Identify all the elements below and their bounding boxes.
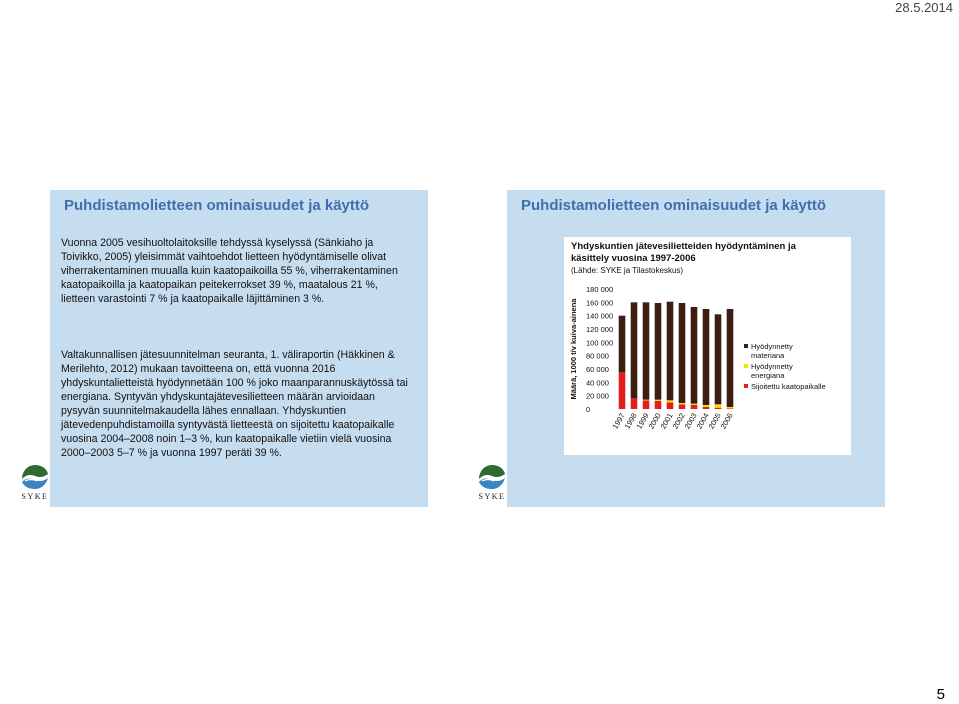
logo-text: SYKE <box>21 492 49 501</box>
bar-hy-dynnetty-materiana <box>703 309 710 405</box>
bar-sijoitettu-kaatopaikalle <box>727 408 734 409</box>
bar-sijoitettu-kaatopaikalle <box>679 404 686 409</box>
bar-sijoitettu-kaatopaikalle <box>643 400 650 409</box>
chart-source: (Lähde: SYKE ja Tilastokeskus) <box>571 266 684 275</box>
x-tick-label: 2004 <box>694 411 711 431</box>
legend-label: materiana <box>751 351 785 360</box>
syke-logo <box>473 462 511 502</box>
bar-hy-dynnetty-energiana <box>703 405 710 407</box>
page-number: 5 <box>936 686 945 703</box>
legend-label: Hyödynnetty <box>751 362 793 371</box>
y-axis-label: Määrä, 1000 t/v kuiva-ainena <box>569 298 578 400</box>
logo-text: SYKE <box>478 492 506 501</box>
bar-hy-dynnetty-energiana <box>715 404 722 407</box>
x-tick-label: 2001 <box>658 411 675 431</box>
legend-label: Hyödynnetty <box>751 342 793 351</box>
x-tick-label: 2000 <box>646 411 663 431</box>
y-tick-label: 80 000 <box>586 351 609 361</box>
x-tick-label: 1998 <box>622 411 639 431</box>
bar-hy-dynnetty-materiana <box>667 302 674 401</box>
slide-title: Puhdistamolietteen ominaisuudet ja käyttö <box>521 197 827 214</box>
legend-label: energiana <box>751 371 785 380</box>
y-tick-label: 120 000 <box>586 325 614 334</box>
bar-sijoitettu-kaatopaikalle <box>703 407 710 409</box>
syke-logo <box>16 462 54 502</box>
page-date: 28.5.2014 <box>895 0 953 15</box>
bar-sijoitettu-kaatopaikalle <box>631 398 638 409</box>
bar-hy-dynnetty-energiana <box>643 400 650 401</box>
bar-sijoitettu-kaatopaikalle <box>655 401 662 409</box>
slide-title: Puhdistamolietteen ominaisuudet ja käyttö <box>64 197 370 214</box>
legend-label: Sijoitettu kaatopaikalle <box>751 382 826 391</box>
x-tick-label: 2006 <box>718 411 735 431</box>
y-tick-label: 0 <box>586 405 591 414</box>
bar-hy-dynnetty-energiana <box>691 404 698 405</box>
syke-emblem-icon <box>16 462 54 492</box>
chart-box <box>564 237 851 455</box>
bar-sijoitettu-kaatopaikalle <box>715 408 722 409</box>
bar-hy-dynnetty-energiana <box>667 400 674 402</box>
legend-swatch <box>744 384 748 388</box>
bar-hy-dynnetty-materiana <box>655 303 662 400</box>
bar-hy-dynnetty-materiana <box>631 302 638 398</box>
y-tick-label: 140 000 <box>586 311 614 321</box>
y-tick-label: 180 000 <box>586 285 614 294</box>
x-tick-label: 1999 <box>634 411 651 431</box>
y-tick-label: 20 000 <box>586 391 609 401</box>
x-tick-label: 1997 <box>610 411 627 431</box>
slide-right <box>469 190 885 507</box>
y-tick-label: 100 000 <box>586 338 614 348</box>
bar-hy-dynnetty-materiana <box>691 307 698 404</box>
y-tick-label: 60 000 <box>586 365 609 374</box>
bar-hy-dynnetty-energiana <box>679 403 686 404</box>
y-tick-label: 40 000 <box>586 378 609 388</box>
bar-sijoitettu-kaatopaikalle <box>619 372 626 409</box>
slide-left <box>12 190 428 507</box>
paragraph-survey: Vuonna 2005 vesihuoltolaitoksille tehdyssä kyselyssä (Sänkiaho ja Toivikko, 2005) yleisimmät vaihtoehdot lietteen hyödyntämiselle olivat viherrakentaminen muualla kuin kaatopaikoilla 55 %, viherrakentaminen kaatopaikoilla ja kaatopaikan peitekerrokset 39 %, maatalous 21 %, lietteen varastointi 7 % ja kaatopaikalle läjittäminen 3 %. <box>61 237 398 305</box>
bar-hy-dynnetty-energiana <box>727 407 734 408</box>
x-tick-label: 2005 <box>706 411 723 431</box>
bar-sijoitettu-kaatopaikalle <box>691 405 698 409</box>
sludge-chart <box>564 237 851 455</box>
bar-hy-dynnetty-materiana <box>679 303 686 403</box>
x-tick-label: 2002 <box>670 411 687 431</box>
x-tick-label: 2003 <box>682 411 699 431</box>
bar-hy-dynnetty-materiana <box>727 309 734 407</box>
bar-hy-dynnetty-energiana <box>655 400 662 401</box>
legend-swatch <box>744 364 748 368</box>
bar-hy-dynnetty-materiana <box>715 314 722 404</box>
syke-emblem-icon <box>473 462 511 492</box>
legend-swatch <box>744 344 748 348</box>
bar-hy-dynnetty-materiana <box>643 302 650 399</box>
paragraph-waste-plan: Valtakunnallisen jätesuunnitelman seuranta, 1. väliraportin (Häkkinen & Merilehto, 2012) mukaan tavoitteena on, että vuonna 2016 yhdyskuntalietteistä hyödynnetään 100 % joko maanparannuskäytössä tai energiana. Syntyvän yhdyskuntajätevesilietteen määrän arvioidaan pysyvän suunnitelmakaudella lähes ennallaan. Yhdyskuntien jätevedenpuhdistamoilla syntyvästä lietteestä on sijoitettu kaatopaikalle vuosina 2004–2008 noin 1–3 %, kun kaatopaikalle vietiin vielä vuosina 2000–2003 5–7 % ja vuonna 1997 peräti 39 %. <box>61 349 408 459</box>
bar-sijoitettu-kaatopaikalle <box>667 402 674 409</box>
bar-hy-dynnetty-materiana <box>619 316 626 373</box>
y-tick-label: 160 000 <box>586 298 614 308</box>
chart-title-text: Yhdyskuntien jätevesilietteiden hyödyntäminen ja käsittely vuosina 1997-2006 <box>571 241 796 264</box>
